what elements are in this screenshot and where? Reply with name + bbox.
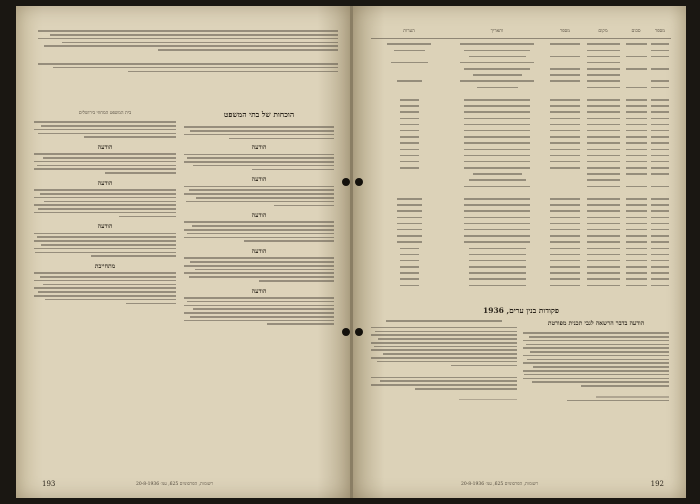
- book-gutter: [350, 6, 353, 498]
- book-spread: [16, 6, 686, 498]
- notice-subheading: הודעה בדבר הרשאה לגבי תכנית מפורטת: [547, 320, 645, 327]
- left-col-b-sub-4: מתחייבת: [94, 263, 116, 271]
- ledger-table: [371, 41, 671, 289]
- left-page-column-left: [34, 110, 176, 306]
- left-col-a-sub-1: הודעה: [251, 144, 267, 152]
- punch-hole-left-bottom: [342, 328, 350, 336]
- right-page-number: 192: [650, 480, 664, 488]
- left-col-a-sub-5: הודעה: [251, 287, 267, 295]
- left-col-a-sub-4: הודעה: [251, 248, 267, 256]
- right-page: [351, 6, 686, 498]
- ledger-header: [371, 28, 671, 34]
- left-col-b-sub-2: הודעה: [97, 179, 113, 187]
- right-body-column-right: [523, 320, 669, 404]
- ledger-header-col-6: הערות: [403, 29, 415, 34]
- left-col-a-sub-3: הודעה: [251, 212, 267, 220]
- left-page: [16, 6, 351, 498]
- left-page-footer: רשומות, הפרסומים 625, עמ׳ 20-8-1936: [136, 482, 214, 487]
- punch-hole-right-bottom: [355, 328, 363, 336]
- ledger-row: [371, 282, 671, 288]
- ledger-header-col-2: סכום: [631, 29, 641, 34]
- left-top-paragraph: [38, 28, 338, 74]
- ledger-header-col-4: מספר: [560, 29, 570, 34]
- left-col-a-sub-2: הודעה: [251, 176, 267, 184]
- right-page-footer: רשומות, הפרסומים 625, עמ׳ 20-8-1936: [461, 482, 539, 487]
- punch-hole-left-top: [342, 178, 350, 186]
- section-heading: פקודות בנין ערים, 1936: [483, 306, 559, 315]
- left-col-a-heading: הוכחות של בתי המשפט: [223, 110, 295, 119]
- left-col-b-caption: בית המשפט המחוזי בירושלים: [78, 111, 132, 116]
- left-page-column-right: [184, 110, 334, 327]
- ledger-header-col-5: ותאריך: [490, 29, 504, 34]
- left-col-b-sub-3: הודעה: [97, 223, 113, 231]
- left-page-number: 193: [42, 480, 56, 488]
- left-col-b-sub-1: הודעה: [97, 144, 113, 152]
- ledger-header-col-1: מספר: [655, 29, 665, 34]
- ledger-header-col-3: מקום: [598, 29, 608, 34]
- punch-hole-right-top: [355, 178, 363, 186]
- right-body-column-left: [371, 320, 517, 403]
